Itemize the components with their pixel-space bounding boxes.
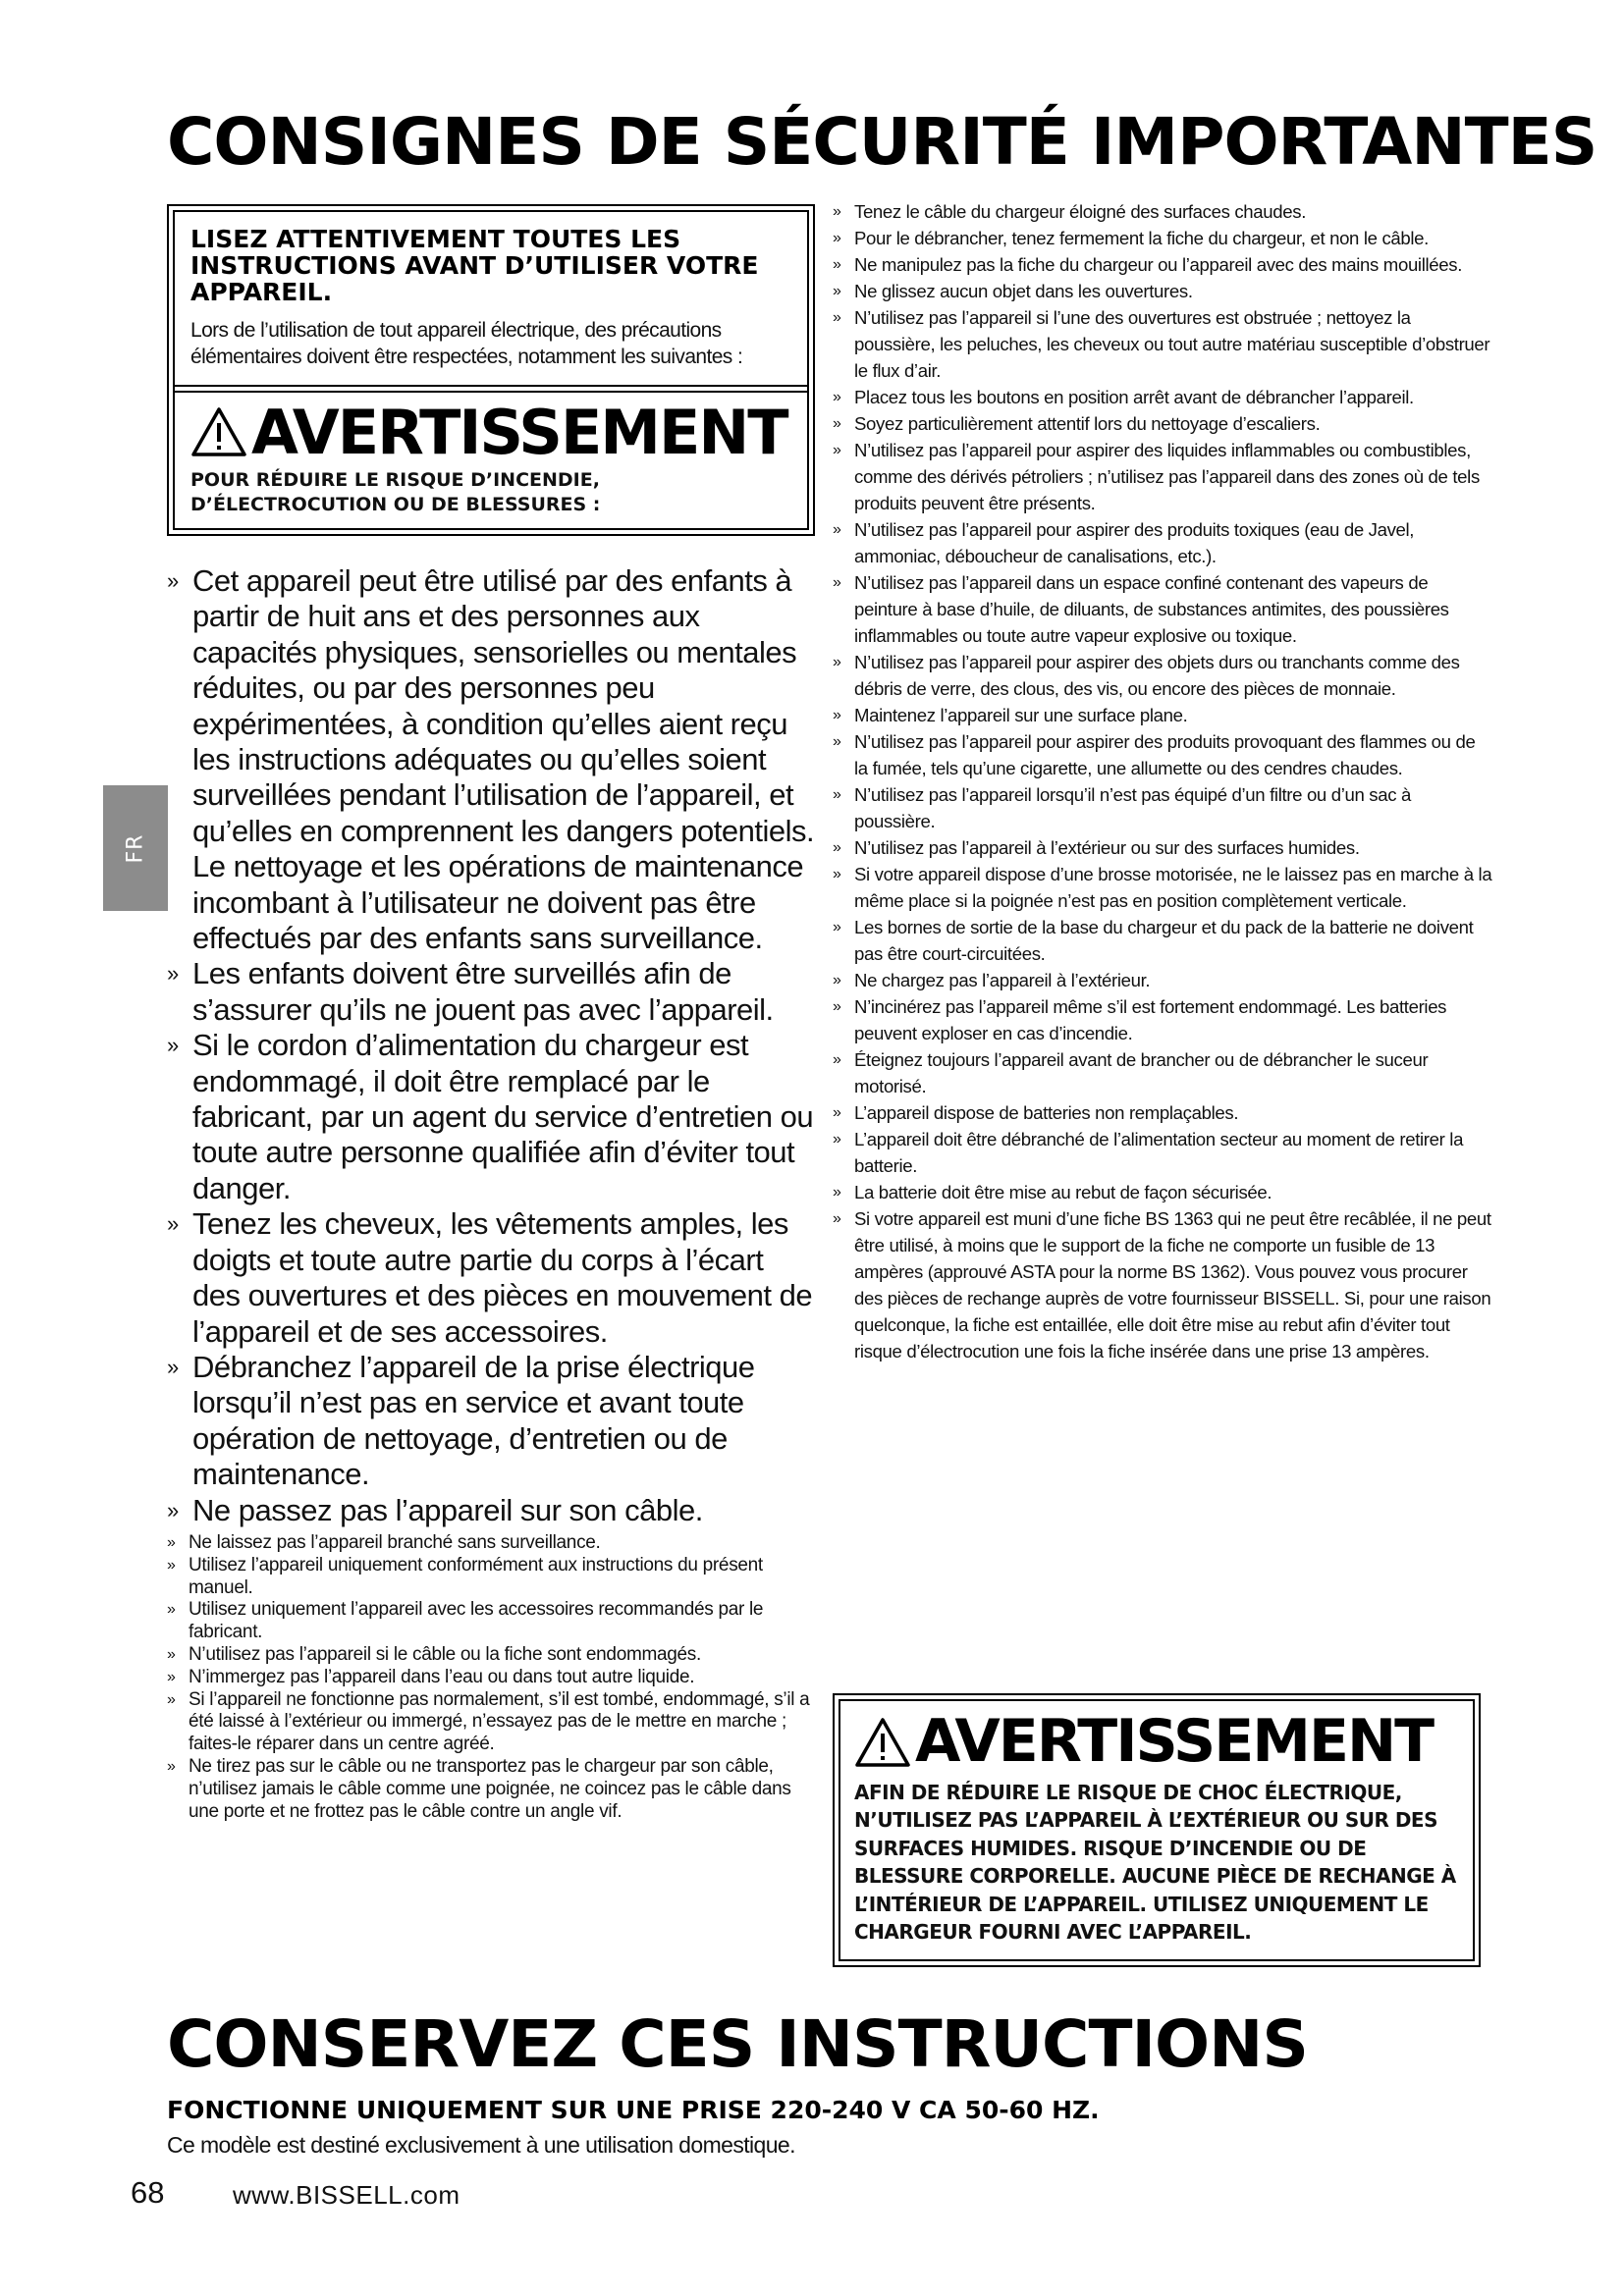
warning-box-2 bbox=[833, 1693, 1481, 1967]
power-note: FONCTIONNE UNIQUEMENT SUR UNE PRISE 220-240 V CA 50-60 HZ. bbox=[167, 2096, 1100, 2124]
language-tab bbox=[103, 785, 168, 911]
list-item: » Les bornes de sortie de la base du chargeur et du pack de la batterie ne doivent pas être court-circuitées. bbox=[833, 914, 1492, 967]
domestic-note: Ce modèle est destiné exclusivement à une utilisation domestique. bbox=[167, 2132, 795, 2158]
left-large-list bbox=[167, 563, 815, 1528]
warning-title-2-text: AVERTISSEMENT bbox=[915, 1707, 1434, 1776]
list-item: » Débranchez l’appareil de la prise électrique lorsqu’il n’est pas en service et avant toute opération de nettoyage, d’entretien ou de maintenance. bbox=[167, 1350, 815, 1493]
language-tab-label: FR bbox=[123, 833, 148, 863]
list-item: » N’utilisez pas l’appareil pour aspirer des liquides inflammables ou combustibles, comme des dérivés pétroliers ; n’utilisez pas l’appareil dans des zones où de tels produits peuvent être présents. bbox=[833, 437, 1492, 516]
warning-triangle-icon bbox=[190, 406, 247, 457]
list-item: » Maintenez l’appareil sur une surface plane. bbox=[833, 702, 1492, 728]
page-title: CONSIGNES DE SÉCURITÉ IMPORTANTES bbox=[167, 104, 1597, 180]
list-item: » Ne passez pas l’appareil sur son câble. bbox=[167, 1493, 815, 1528]
website-link[interactable]: www.BISSELL.com bbox=[233, 2180, 460, 2210]
page-number: 68 bbox=[131, 2175, 165, 2210]
right-list bbox=[833, 198, 1492, 1364]
warning-title-1-text: AVERTISSEMENT bbox=[251, 396, 787, 468]
warning-title-1 bbox=[190, 396, 791, 468]
list-item: » Pour le débrancher, tenez fermement la fiche du chargeur, et non le câble. bbox=[833, 225, 1492, 251]
warning-subtitle-1: POUR RÉDUIRE LE RISQUE D’INCENDIE, D’ÉLECTROCUTION OU DE BLESSURES : bbox=[190, 468, 601, 516]
list-item: » Les enfants doivent être surveillés afin de s’assurer qu’ils ne jouent pas avec l’appareil. bbox=[167, 956, 815, 1028]
warning-triangle-icon bbox=[854, 1717, 911, 1768]
intro-box bbox=[167, 204, 815, 536]
list-item: » Si votre appareil dispose d’une brosse motorisée, ne le laissez pas en marche à la même place si la poignée n’est pas en position complètement verticale. bbox=[833, 861, 1492, 914]
list-item: » Placez tous les boutons en position arrêt avant de débrancher l’appareil. bbox=[833, 384, 1492, 410]
list-item: » Ne glissez aucun objet dans les ouvertures. bbox=[833, 278, 1492, 304]
left-column bbox=[167, 204, 815, 1823]
intro-text: Lors de l’utilisation de tout appareil électrique, des précautions élémentaires doivent être respectées, notamment les suivantes : bbox=[190, 319, 743, 369]
list-item: » N’utilisez pas l’appareil dans un espace confiné contenant des vapeurs de peinture à base d’huile, de diluants, de substances antimites, des poussières inflammables ou toute autre vapeur explosive ou toxique. bbox=[833, 569, 1492, 649]
list-item: » Si le cordon d’alimentation du chargeur est endommagé, il doit être remplacé par le fabricant, par un agent du service d’entretien ou toute autre personne qualifiée afin d’éviter tout danger. bbox=[167, 1028, 815, 1206]
list-item: » Tenez les cheveux, les vêtements amples, les doigts et toute autre partie du corps à l’écart des ouvertures et des pièces en mouvement de l’appareil et de ses accessoires. bbox=[167, 1206, 815, 1350]
list-item: » N’utilisez pas l’appareil lorsqu’il n’est pas équipé d’un filtre ou d’un sac à poussière. bbox=[833, 781, 1492, 834]
list-item: » Ne tirez pas sur le câble ou ne transportez pas le chargeur par son câble, n’utilisez jamais le câble comme une poignée, ne coincez pas le câble dans une porte et ne frottez pas le câble contre un angle vif. bbox=[167, 1756, 815, 1823]
save-instructions-title: CONSERVEZ CES INSTRUCTIONS bbox=[167, 2006, 1308, 2082]
list-item: » N’incinérez pas l’appareil même s’il est fortement endommagé. Les batteries peuvent exploser en cas d’incendie. bbox=[833, 993, 1492, 1046]
list-item: » Utilisez uniquement l’appareil avec les accessoires recommandés par le fabricant. bbox=[167, 1599, 815, 1644]
list-item: » N’utilisez pas l’appareil à l’extérieur ou sur des surfaces humides. bbox=[833, 834, 1492, 861]
list-item: » Tenez le câble du chargeur éloigné des surfaces chaudes. bbox=[833, 198, 1492, 225]
list-item: » Éteignez toujours l’appareil avant de brancher ou de débrancher le suceur motorisé. bbox=[833, 1046, 1492, 1099]
list-item: » L’appareil doit être débranché de l’alimentation secteur au moment de retirer la batterie. bbox=[833, 1126, 1492, 1179]
list-item: » L’appareil dispose de batteries non remplaçables. bbox=[833, 1099, 1492, 1126]
intro-heading: LISEZ ATTENTIVEMENT TOUTES LES INSTRUCTIONS AVANT D’UTILISER VOTRE APPAREIL. bbox=[190, 225, 759, 306]
list-item: » N’utilisez pas l’appareil pour aspirer des produits provoquant des flammes ou de la fumée, tels qu’une cigarette, une allumette ou des cendres chaudes. bbox=[833, 728, 1492, 781]
left-small-list bbox=[167, 1532, 815, 1823]
list-item: » Si votre appareil est muni d’une fiche BS 1363 qui ne peut être recâblée, il ne peut être utilisé, à moins que le support de la fiche ne comporte un fusible de 13 ampères (approuvé ASTA pour la norme BS 1362). Vous pouvez vous procurer des pièces de rechange auprès de votre fournisseur BISSELL. Si, pour une raison quelconque, la fiche est entaillée, elle doit être mise au rebut afin d’éviter tout risque d’électrocution une fois la fiche insérée dans une prise 13 ampères. bbox=[833, 1205, 1492, 1364]
list-item: » N’utilisez pas l’appareil pour aspirer des objets durs ou tranchants comme des débris de verre, des clous, des vis, ou encore des pièces de monnaie. bbox=[833, 649, 1492, 702]
list-item: » N’utilisez pas l’appareil si le câble ou la fiche sont endommagés. bbox=[167, 1644, 815, 1667]
list-item: » Cet appareil peut être utilisé par des enfants à partir de huit ans et des personnes aux capacités physiques, sensorielles ou mentales réduites, ou par des personnes peu expérimentées, à condition qu’elles aient reçu les instructions adéquates ou qu’elles soient surveillées pendant l’utilisation de l’appareil, et qu’elles en comprennent les dangers potentiels. Le nettoyage et les opérations de maintenance incombant à l’utilisateur ne doivent pas être effectués par des enfants sans surveillance. bbox=[167, 563, 815, 956]
list-item: » Si l’appareil ne fonctionne pas normalement, s’il est tombé, endommagé, s’il a été laissé à l’extérieur ou immergé, n’essayez pas de le mettre en marche ; faites-le réparer dans un centre agréé. bbox=[167, 1689, 815, 1756]
right-column bbox=[833, 198, 1492, 1364]
list-item: » Ne chargez pas l’appareil à l’extérieur. bbox=[833, 967, 1492, 993]
warning-title-2 bbox=[854, 1707, 1459, 1776]
list-item: » La batterie doit être mise au rebut de façon sécurisée. bbox=[833, 1179, 1492, 1205]
list-item: » N’utilisez pas l’appareil si l’une des ouvertures est obstruée ; nettoyez la poussière, les peluches, les cheveux ou tout autre matériau susceptible d’obstruer le flux d’air. bbox=[833, 304, 1492, 384]
list-item: » N’immergez pas l’appareil dans l’eau ou dans tout autre liquide. bbox=[167, 1667, 815, 1689]
warning-text-2: AFIN DE RÉDUIRE LE RISQUE DE CHOC ÉLECTRIQUE, N’UTILISEZ PAS L’APPAREIL À L’EXTÉRIEUR OU SUR DES SURFACES HUMIDES. RISQUE D’INCENDIE OU DE BLESSURE CORPORELLE. AUCUNE PIÈCE DE RECHANGE À L’INTÉRIEUR DE L’APPAREIL. UTILISEZ UNIQUEMENT LE CHARGEUR FOURNI AVEC L’APPAREIL. bbox=[854, 1781, 1456, 1944]
list-item: » Ne manipulez pas la fiche du chargeur ou l’appareil avec des mains mouillées. bbox=[833, 251, 1492, 278]
list-item: » N’utilisez pas l’appareil pour aspirer des produits toxiques (eau de Javel, ammoniac, déboucheur de canalisations, etc.). bbox=[833, 516, 1492, 569]
list-item: » Soyez particulièrement attentif lors du nettoyage d’escaliers. bbox=[833, 410, 1492, 437]
list-item: » Utilisez l’appareil uniquement conformément aux instructions du présent manuel. bbox=[167, 1555, 815, 1600]
list-item: » Ne laissez pas l’appareil branché sans surveillance. bbox=[167, 1532, 815, 1555]
